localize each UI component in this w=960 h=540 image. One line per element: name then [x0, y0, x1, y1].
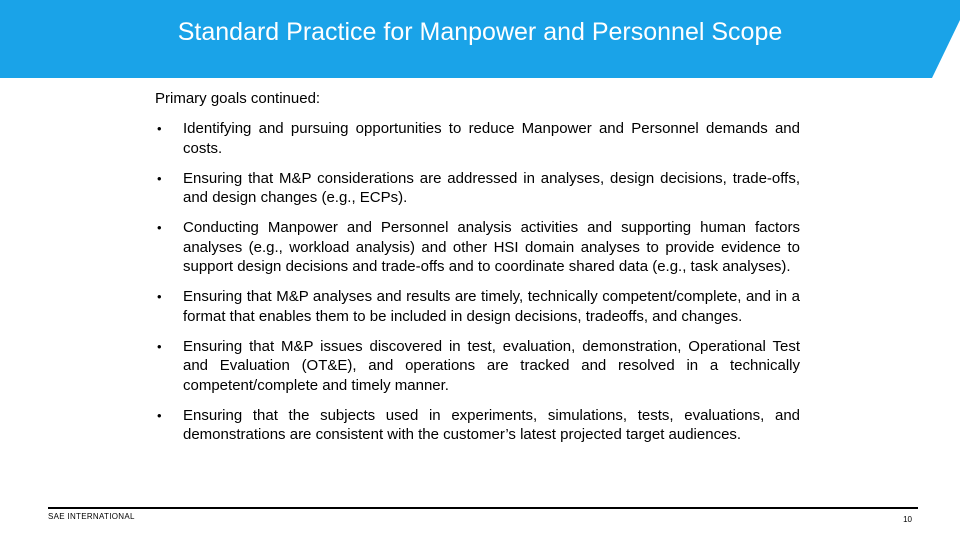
section-intro: Primary goals continued:	[155, 90, 321, 107]
list-item	[157, 287, 800, 326]
list-item-text: Ensuring that M&P issues discovered in test, evaluation, demonstration, Operational Test and Evaluation (OT&E), and operations are tracked and resolved in a technically competent/complete and timely manner.	[183, 337, 800, 394]
list-item-text: Ensuring that M&P considerations are addressed in analyses, design decisions, trade-offs, and design changes (e.g., ECPs).	[183, 169, 800, 206]
list-item	[157, 337, 800, 396]
goals-list	[157, 119, 800, 455]
list-item	[157, 406, 800, 445]
list-item-text: Ensuring that M&P analyses and results are timely, technically competent/complete, and in a format that enables them to be included in design decisions, tradeoffs, and changes.	[183, 288, 800, 325]
list-item-text: Identifying and pursuing opportunities to reduce Manpower and Personnel demands and costs.	[183, 120, 800, 157]
list-item	[157, 119, 800, 158]
list-item	[157, 169, 800, 208]
list-item	[157, 218, 800, 277]
bullet-icon: •	[157, 338, 162, 354]
page-number: 10	[903, 515, 912, 524]
list-item-text: Conducting Manpower and Personnel analysis activities and supporting human factors analyses (e.g., workload analysis) and other HSI domain analyses to provide evidence to support design decisions and trade-offs and to coordinate shared data (e.g., task analyses).	[183, 219, 800, 275]
slide-title: Standard Practice for Manpower and Personnel Scope	[177, 18, 783, 46]
list-item-text: Ensuring that the subjects used in experiments, simulations, tests, evaluations, and demonstrations are consistent with the customer’s latest projected target audiences.	[183, 406, 800, 443]
footer-organization: SAE INTERNATIONAL	[48, 512, 135, 521]
bullet-icon: •	[157, 220, 162, 235]
bullet-icon: •	[157, 170, 162, 186]
bullet-icon: •	[157, 121, 162, 136]
bullet-icon: •	[157, 289, 162, 304]
bullet-icon: •	[157, 407, 162, 423]
footer-divider	[48, 507, 918, 509]
